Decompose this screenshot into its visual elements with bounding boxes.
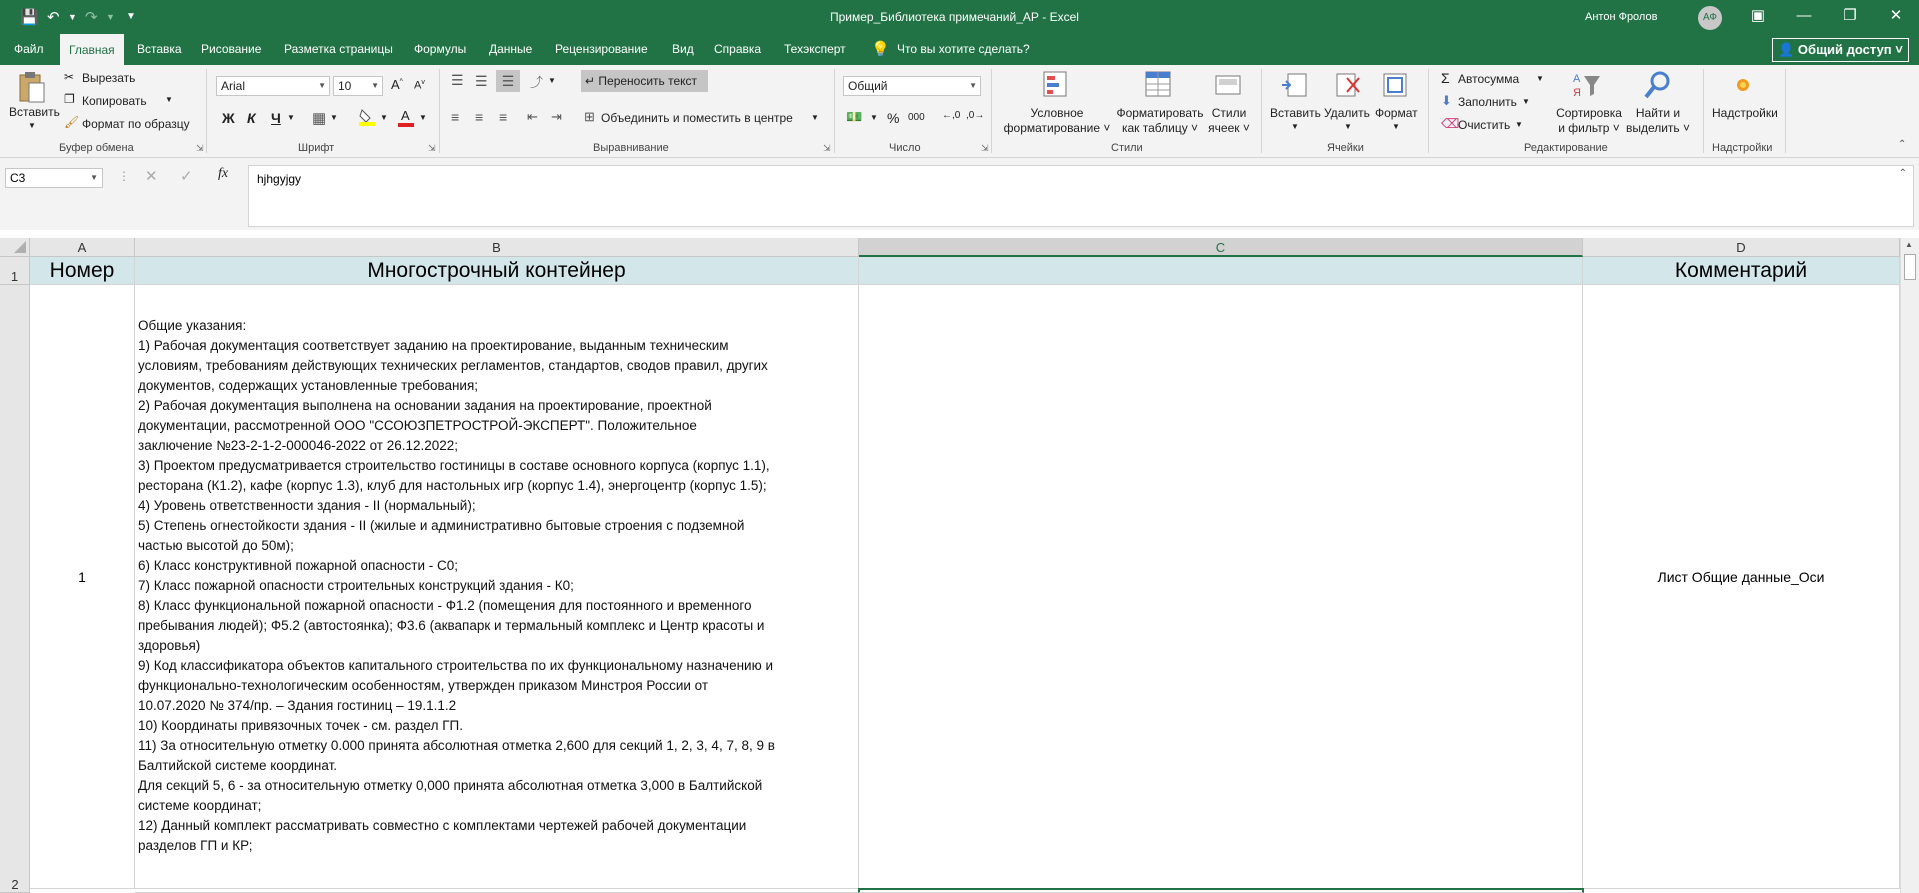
- vertical-scrollbar[interactable]: [1900, 238, 1919, 893]
- copy-button[interactable]: Копировать: [82, 94, 147, 108]
- autosum-button[interactable]: Автосумма: [1458, 72, 1520, 86]
- cell-b2-line: 3) Проектом предусматривается строительство гостиницы в составе основного корпуса (корпус 1.1),: [138, 458, 770, 473]
- align-top-icon[interactable]: ☰: [451, 72, 464, 88]
- cell-b2-line: 6) Класс конструктивной пожарной опасности - С0;: [138, 558, 459, 573]
- addins-icon[interactable]: [1733, 75, 1753, 95]
- orientation-icon[interactable]: ⤴: [530, 75, 544, 90]
- decrease-indent-icon[interactable]: ⇤: [527, 109, 538, 124]
- fill-color-dropdown-icon[interactable]: ▼: [380, 113, 388, 122]
- divider: [206, 69, 207, 153]
- tab-formulas[interactable]: Формулы: [414, 42, 467, 56]
- share-button[interactable]: 👤 Общий доступ ˅: [1772, 38, 1909, 62]
- cell-b2-line: 5) Степень огнестойкости здания - II (жилые и административно бытовые строения с подземной: [138, 518, 745, 533]
- underline-dropdown-icon[interactable]: ▼: [287, 113, 295, 122]
- clear-dropdown-icon[interactable]: ▼: [1515, 120, 1523, 129]
- window-title: Пример_Библиотека примечаний_АР - Excel: [830, 10, 1079, 24]
- avatar[interactable]: АФ: [1698, 6, 1722, 30]
- share-label: Общий доступ: [1797, 42, 1892, 57]
- sort-filter-button[interactable]: Сортировка и фильтр ˅: [1556, 106, 1622, 135]
- format-cells-button[interactable]: Формат: [1375, 106, 1418, 120]
- group-label-addins: Надстройки: [1712, 142, 1773, 154]
- restore-icon[interactable]: ❐: [1843, 7, 1857, 24]
- cell-b3[interactable]: [135, 889, 859, 893]
- font-size-value: 10: [338, 79, 352, 93]
- align-left-icon[interactable]: ≡: [451, 109, 460, 125]
- format-painter-button[interactable]: Формат по образцу: [82, 117, 190, 131]
- cell-b2-line: разделов ГП и КР;: [138, 838, 253, 853]
- align-center-icon[interactable]: ≡: [475, 109, 484, 125]
- sort-filter-line2: и фильтр: [1558, 121, 1610, 135]
- format-as-table-button[interactable]: Форматировать как таблицу ˅: [1116, 106, 1204, 135]
- autosum-icon[interactable]: Σ: [1441, 70, 1450, 86]
- column-header-d[interactable]: D: [1583, 238, 1900, 257]
- ribbon: [0, 65, 1919, 158]
- cell-d1[interactable]: Комментарий: [1583, 257, 1900, 285]
- column-header-c[interactable]: C: [859, 238, 1583, 257]
- paste-dropdown-icon[interactable]: ▼: [28, 121, 36, 130]
- accounting-dropdown-icon[interactable]: ▼: [870, 113, 878, 122]
- cell-styles-icon[interactable]: [1214, 70, 1244, 100]
- merge-icon[interactable]: ⊞: [584, 109, 595, 124]
- cell-b2-line: заключение №23-2-1-2-000046-2022 от 26.12.2022;: [138, 438, 459, 453]
- insert-function-button[interactable]: fx: [218, 166, 229, 181]
- cell-a1[interactable]: Номер: [30, 257, 135, 285]
- chevron-down-icon: ▼: [371, 81, 379, 90]
- font-name-combo[interactable]: [216, 76, 330, 96]
- wrap-text-label: Переносить текст: [598, 74, 698, 88]
- divider: [439, 69, 440, 153]
- wrap-text-icon: ↵: [585, 74, 596, 88]
- font-color-dropdown-icon[interactable]: ▼: [419, 113, 427, 122]
- tab-draw[interactable]: Рисование: [201, 42, 262, 56]
- merge-center-button[interactable]: Объединить и поместить в центре: [601, 111, 793, 125]
- cell-b2-line: 4) Уровень ответственности здания - II (нормальный);: [138, 498, 476, 513]
- expand-formula-icon[interactable]: ⌃: [1898, 168, 1907, 179]
- cell-d2[interactable]: Лист Общие данные_Оси: [1583, 285, 1900, 889]
- formula-value: hjhgyjgy: [257, 172, 302, 186]
- cell-b2-line: здоровья): [138, 638, 201, 653]
- delete-cells-icon[interactable]: [1333, 70, 1363, 100]
- worksheet-grid: [0, 238, 1900, 893]
- alignment-launcher-icon[interactable]: ⇲: [823, 143, 831, 153]
- sort-filter-icon[interactable]: [1572, 70, 1602, 100]
- copy-dropdown-icon[interactable]: ▼: [165, 95, 173, 104]
- conditional-formatting-line2: форматирование: [1003, 121, 1100, 135]
- cancel-entry-icon: ✕: [145, 168, 158, 185]
- cell-b2-line: 9) Код классификатора объектов капитального строительства по их функциональному назначению и: [138, 658, 773, 673]
- orientation-dropdown-icon[interactable]: ▼: [548, 76, 556, 85]
- addins-button[interactable]: Надстройки: [1712, 106, 1778, 120]
- find-select-icon[interactable]: [1643, 70, 1673, 100]
- format-cells-dropdown-icon[interactable]: ▼: [1392, 122, 1400, 131]
- svg-text:A: A: [401, 108, 410, 123]
- eraser-icon[interactable]: ⌫: [1441, 116, 1460, 131]
- font-name-value: Arial: [221, 79, 246, 93]
- borders-dropdown-icon[interactable]: ▼: [330, 113, 338, 122]
- cell-b2-line: Общие указания:: [138, 318, 247, 333]
- collapse-ribbon-icon[interactable]: ⌃: [1898, 139, 1907, 150]
- cell-b2-line: Балтийской системе координат.: [138, 758, 338, 773]
- cell-b2-line: системе координат;: [138, 798, 262, 813]
- find-select-button[interactable]: Найти и выделить ˅: [1625, 106, 1691, 135]
- row-header-1[interactable]: 1: [0, 257, 30, 285]
- column-header-a[interactable]: A: [30, 238, 135, 257]
- underline-button[interactable]: Ч: [271, 110, 281, 126]
- group-label-alignment: Выравнивание: [593, 142, 669, 154]
- cell-b2-line: Для секций 5, 6 - за относительную отметку 0,000 принята абсолютная отметка 3,000 в Балтийской: [138, 778, 763, 793]
- decrease-font-icon[interactable]: $A^v$: [414, 79, 425, 92]
- autosum-dropdown-icon[interactable]: ▼: [1536, 74, 1544, 83]
- cell-b2-line: 10) Координаты привязочных точек - см. раздел ГП.: [138, 718, 464, 733]
- format-painter-icon[interactable]: 🖌: [64, 115, 80, 129]
- delete-cells-dropdown-icon[interactable]: ▼: [1344, 122, 1352, 131]
- row-header-2-label: 2: [11, 877, 19, 892]
- cut-button[interactable]: Вырезать: [82, 71, 136, 85]
- fill-color-icon[interactable]: [358, 108, 376, 126]
- svg-text:А: А: [1573, 73, 1581, 85]
- cell-b2-line: документации, рассмотренной ООО "ССОЮЗПЕТРОСТРОЙ-ЭКСПЕРТ". Положительное: [138, 418, 697, 433]
- borders-icon[interactable]: ▦: [312, 110, 327, 127]
- group-label-clipboard: Буфер обмена: [59, 142, 134, 154]
- conditional-formatting-line1: Условное: [1030, 106, 1084, 120]
- cell-b2-line: ресторана (К1.2), кафе (корпус 1.3), клуб для настольных игр (корпус 1.4), энергоцентр (корпус 1.5);: [138, 478, 767, 493]
- save-icon[interactable]: 💾: [20, 9, 39, 26]
- formula-bar-grip-icon[interactable]: ⋮: [118, 169, 130, 183]
- conditional-formatting-button[interactable]: Условное форматирование ˅: [1003, 106, 1111, 135]
- find-select-line2: выделить: [1625, 121, 1680, 135]
- scissors-icon[interactable]: ✂: [64, 70, 75, 84]
- percent-style-button[interactable]: %: [887, 110, 900, 126]
- italic-button[interactable]: К: [247, 110, 256, 126]
- cell-b2-line: 2) Рабочая документация выполнена на основании задания на проектирование, проектной: [138, 398, 712, 413]
- tab-file[interactable]: Файл: [14, 42, 44, 56]
- scroll-up-icon[interactable]: ▲: [1905, 240, 1913, 249]
- align-middle-icon[interactable]: ☰: [475, 73, 488, 89]
- fill-icon[interactable]: ⬇: [1441, 93, 1452, 108]
- format-as-table-icon[interactable]: [1144, 70, 1174, 100]
- ribbon-tabs: [0, 34, 1919, 65]
- lightbulb-icon: 💡: [871, 41, 890, 58]
- redo-dropdown-icon: ▼: [106, 12, 115, 22]
- sort-filter-line1: Сортировка: [1556, 106, 1622, 120]
- select-all-corner[interactable]: [0, 238, 30, 257]
- column-header-b[interactable]: B: [135, 238, 859, 257]
- ribbon-display-options-icon[interactable]: ▣: [1750, 7, 1766, 24]
- confirm-entry-icon: ✓: [180, 168, 193, 185]
- font-color-icon[interactable]: [398, 108, 414, 128]
- conditional-formatting-icon[interactable]: [1042, 70, 1072, 100]
- divider: [1428, 69, 1429, 153]
- accounting-format-icon[interactable]: 💵: [846, 109, 863, 124]
- cell-b2[interactable]: [135, 285, 859, 889]
- group-label-editing: Редактирование: [1524, 142, 1608, 154]
- number-format-combo[interactable]: [843, 76, 981, 96]
- tab-data[interactable]: Данные: [489, 42, 533, 56]
- format-as-table-line2: как таблицу: [1121, 121, 1188, 135]
- align-right-icon[interactable]: ≡: [499, 109, 508, 125]
- merge-dropdown-icon[interactable]: ▼: [811, 113, 819, 122]
- cell-b2-line: 7) Класс пожарной опасности строительных конструкций здания - К0;: [138, 578, 574, 593]
- scrollbar-thumb[interactable]: [1904, 254, 1916, 280]
- bold-button[interactable]: Ж: [222, 110, 235, 126]
- tab-tehexpert[interactable]: Техэксперт: [784, 42, 846, 56]
- user-name[interactable]: Антон Фролов: [1585, 11, 1658, 23]
- undo-dropdown-icon[interactable]: ▼: [68, 12, 77, 22]
- increase-font-icon[interactable]: A^: [391, 77, 403, 92]
- cell-c1[interactable]: [859, 257, 1583, 285]
- divider: [991, 69, 992, 153]
- paste-button[interactable]: Вставить: [9, 105, 60, 119]
- chevron-down-icon: ▼: [318, 81, 326, 90]
- decrease-decimal-icon[interactable]: ,0→: [966, 110, 985, 121]
- increase-decimal-icon[interactable]: ←,0: [942, 110, 961, 121]
- divider: [1261, 69, 1262, 153]
- divider: [834, 69, 835, 153]
- copy-icon[interactable]: ❐: [64, 92, 75, 106]
- divider: [1703, 69, 1704, 153]
- divider: [1785, 69, 1786, 153]
- tab-view[interactable]: Вид: [672, 42, 694, 56]
- tab-page-layout[interactable]: Разметка страницы: [284, 42, 393, 56]
- chevron-down-icon: ▼: [90, 173, 98, 182]
- tab-review[interactable]: Рецензирование: [555, 42, 648, 56]
- cell-c2[interactable]: [859, 285, 1583, 889]
- undo-icon[interactable]: ↶: [47, 9, 60, 26]
- cell-styles-line2: ячеек: [1208, 121, 1240, 135]
- cell-b2-line: пребывания людей); Ф5.2 (автостоянка); Ф3.6 (аквапарк и термальный комплекс и Центр красоты и: [138, 618, 765, 633]
- chevron-down-icon: ▼: [969, 81, 977, 90]
- formula-bar: [0, 158, 1919, 230]
- cell-a2[interactable]: 1: [30, 285, 135, 889]
- svg-text:Я: Я: [1573, 87, 1581, 99]
- group-label-cells: Ячейки: [1327, 142, 1364, 154]
- clear-button[interactable]: Очистить: [1458, 118, 1511, 132]
- delete-cells-button[interactable]: Удалить: [1324, 106, 1370, 120]
- formula-input[interactable]: [248, 165, 1914, 227]
- comma-style-button[interactable]: 000: [908, 112, 925, 123]
- fill-dropdown-icon[interactable]: ▼: [1522, 97, 1530, 106]
- cell-b1[interactable]: Многострочный контейнер: [135, 257, 859, 285]
- insert-cells-dropdown-icon[interactable]: ▼: [1291, 122, 1299, 131]
- fill-button[interactable]: Заполнить: [1458, 95, 1517, 109]
- cell-b2-line: 10.07.2020 № 374/пр. – Здания гостиниц – 19.1.1.2: [138, 698, 457, 713]
- group-label-styles: Стили: [1111, 142, 1143, 154]
- format-as-table-line1: Форматировать: [1116, 106, 1204, 120]
- group-label-number: Число: [889, 142, 921, 154]
- insert-cells-button[interactable]: Вставить: [1270, 106, 1321, 120]
- cell-b2-line: 11) За относительную отметку 0.000 принята абсолютная отметка 2,600 для секций 1, 2, 3, 4, 7, 8, 9 в: [138, 738, 775, 753]
- tell-me-input[interactable]: Что вы хотите сделать?: [897, 42, 1030, 56]
- cell-b2-line: условиям, требованиям действующих технических регламентов, стандартов, сводов правил, других: [138, 358, 768, 373]
- cell-styles-button[interactable]: Стили ячеек ˅: [1208, 106, 1250, 135]
- font-size-combo[interactable]: [333, 76, 383, 96]
- title-bar: [0, 0, 1919, 34]
- cell-b2-line: документов, содержащих установленные требования;: [138, 378, 479, 393]
- paste-icon[interactable]: [16, 71, 46, 105]
- group-label-font: Шрифт: [298, 142, 335, 154]
- redo-icon: ↷: [85, 9, 98, 26]
- font-launcher-icon[interactable]: ⇲: [428, 143, 436, 153]
- close-icon[interactable]: ✕: [1889, 7, 1903, 24]
- name-box[interactable]: [5, 168, 103, 188]
- minimize-icon[interactable]: —: [1796, 7, 1812, 24]
- cell-b2-line: 12) Данный комплект рассматривать совместно с комплектами чертежей рабочей документации: [138, 818, 747, 833]
- row-header-2[interactable]: [0, 285, 30, 893]
- insert-cells-icon[interactable]: [1280, 70, 1310, 100]
- increase-indent-icon[interactable]: ⇥: [551, 109, 562, 124]
- align-bottom-icon[interactable]: ☰: [496, 70, 520, 92]
- tab-help[interactable]: Справка: [714, 42, 762, 56]
- customize-qat-icon[interactable]: ▼: [126, 11, 136, 22]
- clipboard-launcher-icon[interactable]: ⇲: [196, 143, 204, 153]
- cell-b2-line: функционально-технологическим особенностям, утвержден приказом Минстроя России от: [138, 678, 709, 693]
- cell-c3-selected[interactable]: [858, 888, 1584, 893]
- cell-b2-line: 8) Класс функциональной пожарной опасности - Ф1.2 (помещения для постоянного и временного: [138, 598, 752, 613]
- wrap-text-button[interactable]: [581, 70, 708, 92]
- cell-styles-line1: Стили: [1211, 106, 1247, 120]
- tab-insert[interactable]: Вставка: [137, 42, 182, 56]
- format-cells-icon[interactable]: [1380, 70, 1410, 100]
- tab-home[interactable]: Главная: [60, 34, 124, 65]
- name-box-value: C3: [10, 171, 26, 185]
- number-format-value: Общий: [848, 79, 888, 93]
- find-select-line1: Найти и: [1635, 106, 1681, 120]
- cell-b2-line: 1) Рабочая документация соответствует заданию на проектирование, выданным техническим: [138, 338, 729, 353]
- cell-b2-line: частью высотой до 50м);: [138, 538, 294, 553]
- select-all-icon: [14, 241, 26, 253]
- number-launcher-icon[interactable]: ⇲: [981, 143, 989, 153]
